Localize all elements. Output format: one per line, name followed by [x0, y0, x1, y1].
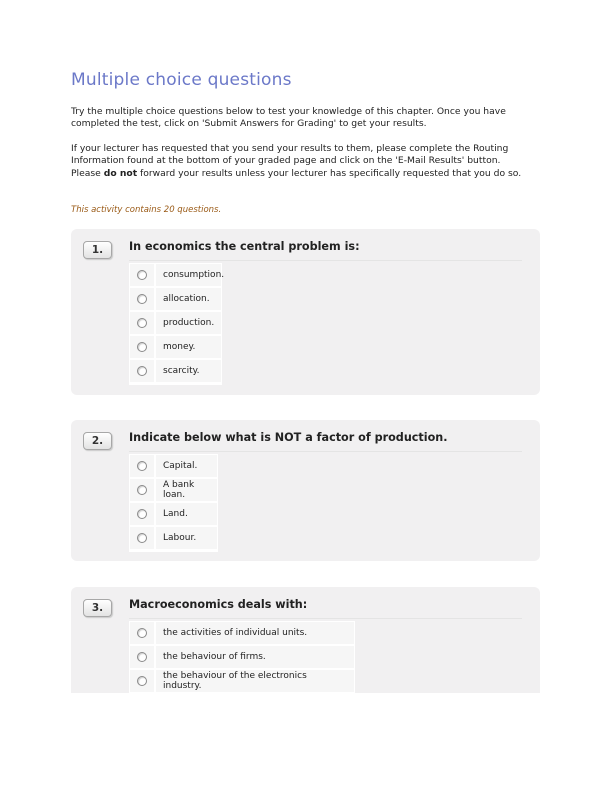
question-divider [129, 451, 522, 452]
option-label: the activities of individual units. [156, 622, 354, 644]
instructions-text-end: forward your results unless your lecturer has specifically requested that you do so. [137, 167, 522, 179]
radio-button[interactable] [137, 366, 147, 376]
radio-button[interactable] [137, 485, 147, 495]
question-text: In economics the central problem is: [129, 240, 360, 253]
answer-option[interactable] [130, 312, 221, 334]
answer-option[interactable] [130, 264, 225, 286]
question-number-badge: 3. [83, 599, 112, 617]
answer-option[interactable] [130, 503, 217, 525]
question-count-note: This activity contains 20 questions. [71, 205, 222, 215]
radio-button[interactable] [137, 676, 147, 686]
answer-option[interactable] [130, 479, 217, 501]
radio-button[interactable] [137, 533, 147, 543]
option-label: Capital. [156, 455, 217, 477]
question-number-badge: 1. [83, 241, 112, 259]
option-label: Land. [156, 503, 217, 525]
option-label: the behaviour of firms. [156, 646, 354, 668]
instructions-emphasis: do not [103, 167, 138, 179]
radio-button[interactable] [137, 270, 147, 280]
question-text: Macroeconomics deals with: [129, 598, 308, 611]
question-divider [129, 618, 522, 619]
instructions-text-start: If your lecturer has requested that you send your results to them, please complete the Routing Information found at the bottom of your graded page and click on the 'E-Mail Results' button. Please [71, 143, 509, 179]
question-text: Indicate below what is NOT a factor of production. [129, 431, 448, 444]
radio-button[interactable] [137, 294, 147, 304]
answer-options [129, 621, 355, 693]
option-label: the behaviour of the electronics industry. [156, 670, 354, 692]
radio-button[interactable] [137, 628, 147, 638]
option-label: allocation. [156, 288, 221, 310]
answer-option[interactable] [130, 336, 221, 358]
answer-option[interactable] [130, 622, 354, 644]
answer-options [129, 454, 218, 552]
question-card [71, 587, 540, 693]
instructions-paragraph [71, 143, 533, 180]
option-label: consumption. [156, 264, 221, 286]
answer-option[interactable] [130, 455, 217, 477]
option-label: money. [156, 336, 221, 358]
answer-option[interactable] [130, 288, 221, 310]
radio-button[interactable] [137, 652, 147, 662]
answer-option[interactable] [130, 527, 217, 549]
intro-paragraph: Try the multiple choice questions below to test your knowledge of this chapter. Once you have completed the test, click on 'Submit Answers for Grading' to get your results. [71, 106, 506, 130]
option-label: A bank loan. [156, 479, 217, 501]
question-card [71, 229, 540, 395]
radio-button[interactable] [137, 509, 147, 519]
radio-button[interactable] [137, 342, 147, 352]
answer-options [129, 263, 225, 385]
option-label: production. [156, 312, 221, 334]
option-label: scarcity. [156, 360, 221, 382]
option-label: Labour. [156, 527, 217, 549]
radio-button[interactable] [137, 461, 147, 471]
page-title: Multiple choice questions [71, 70, 292, 90]
answer-option[interactable] [130, 646, 354, 668]
question-number-badge: 2. [83, 432, 112, 450]
answer-option[interactable] [130, 670, 354, 692]
radio-button[interactable] [137, 318, 147, 328]
question-divider [129, 260, 522, 261]
answer-option[interactable] [130, 360, 221, 382]
question-card [71, 420, 540, 561]
